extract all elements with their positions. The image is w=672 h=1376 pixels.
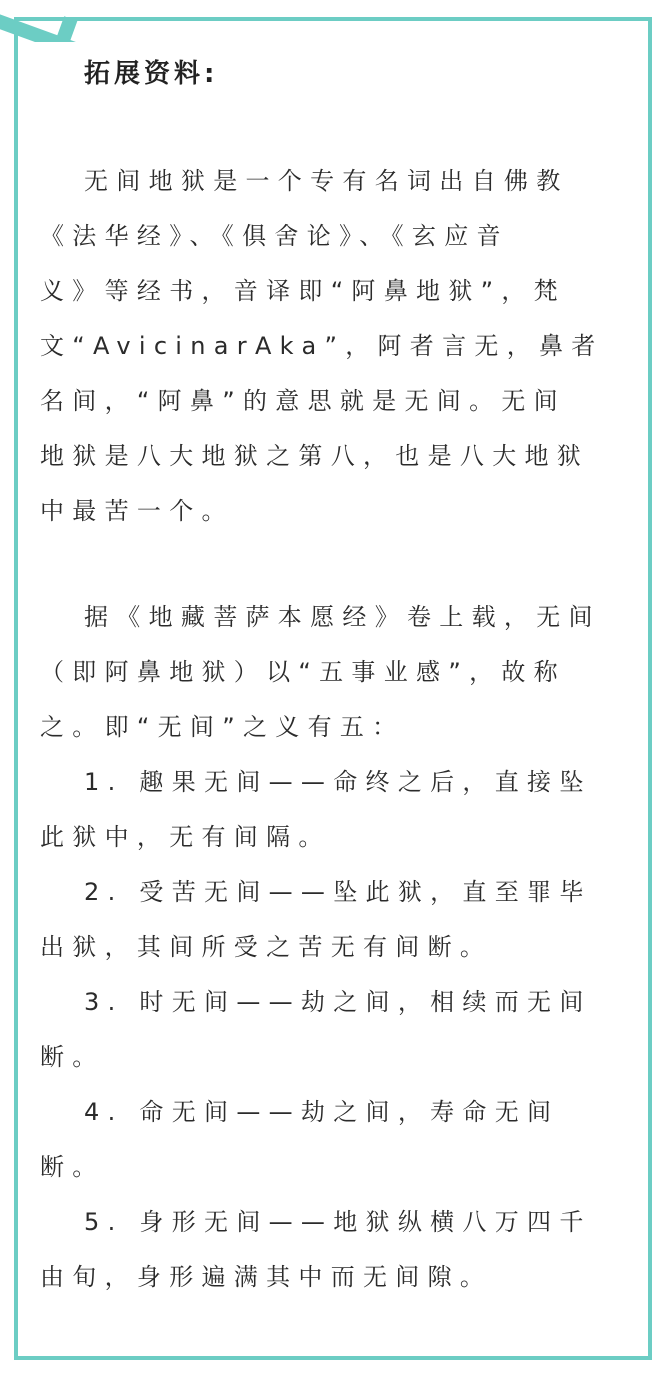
corner-ribbon-decoration (0, 0, 80, 42)
list-item (40, 1085, 623, 1195)
text-line: （即阿鼻地狱）以“五事业感”，故称 (40, 658, 566, 686)
list-item-line: 4. 命无间——劫之间，寿命无间 (84, 1098, 560, 1126)
list-item (40, 1195, 623, 1305)
text-line: 《法华经》、《俱舍论》、《玄应音 (40, 222, 509, 250)
list-item-line: 出狱，其间所受之苦无有间断。 (40, 933, 493, 961)
text-line: 无间地狱是一个专有名词出自佛教 (84, 167, 569, 195)
meanings-list (40, 755, 623, 1305)
paragraph-five-meanings (40, 590, 623, 755)
text-line: 地狱是八大地狱之第八，也是八大地狱 (40, 442, 590, 470)
list-item (40, 975, 623, 1085)
list-item-line: 1. 趣果无间——命终之后，直接坠 (84, 768, 592, 796)
text-line: 据《地藏菩萨本愿经》卷上载，无间 (84, 603, 601, 631)
list-item (40, 865, 623, 975)
text-line: 文“AvicinarAka”，阿者言无，鼻者 (40, 332, 604, 360)
list-item-line: 此狱中，无有间隔。 (40, 823, 331, 851)
text-line: 名间，“阿鼻”的意思就是无间。无间 (40, 387, 566, 415)
text-line: 中最苦一个。 (40, 497, 234, 525)
paragraph-intro (40, 154, 623, 539)
list-item-line: 5. 身形无间——地狱纵横八万四千 (84, 1208, 592, 1236)
list-item-line: 由旬，身形遍满其中而无间隙。 (40, 1263, 493, 1291)
list-item-line: 断。 (40, 1043, 105, 1071)
list-item-line: 断。 (40, 1153, 105, 1181)
list-item-line: 3. 时无间——劫之间，相续而无间 (84, 988, 592, 1016)
list-item-line: 2. 受苦无间——坠此狱，直至罪毕 (84, 878, 592, 906)
text-line: 义》等经书，音译即“阿鼻地狱”，梵 (40, 277, 566, 305)
section-heading: 拓展资料: (84, 59, 219, 89)
list-item (40, 755, 623, 865)
text-line: 之。即“无间”之义有五： (40, 713, 405, 741)
